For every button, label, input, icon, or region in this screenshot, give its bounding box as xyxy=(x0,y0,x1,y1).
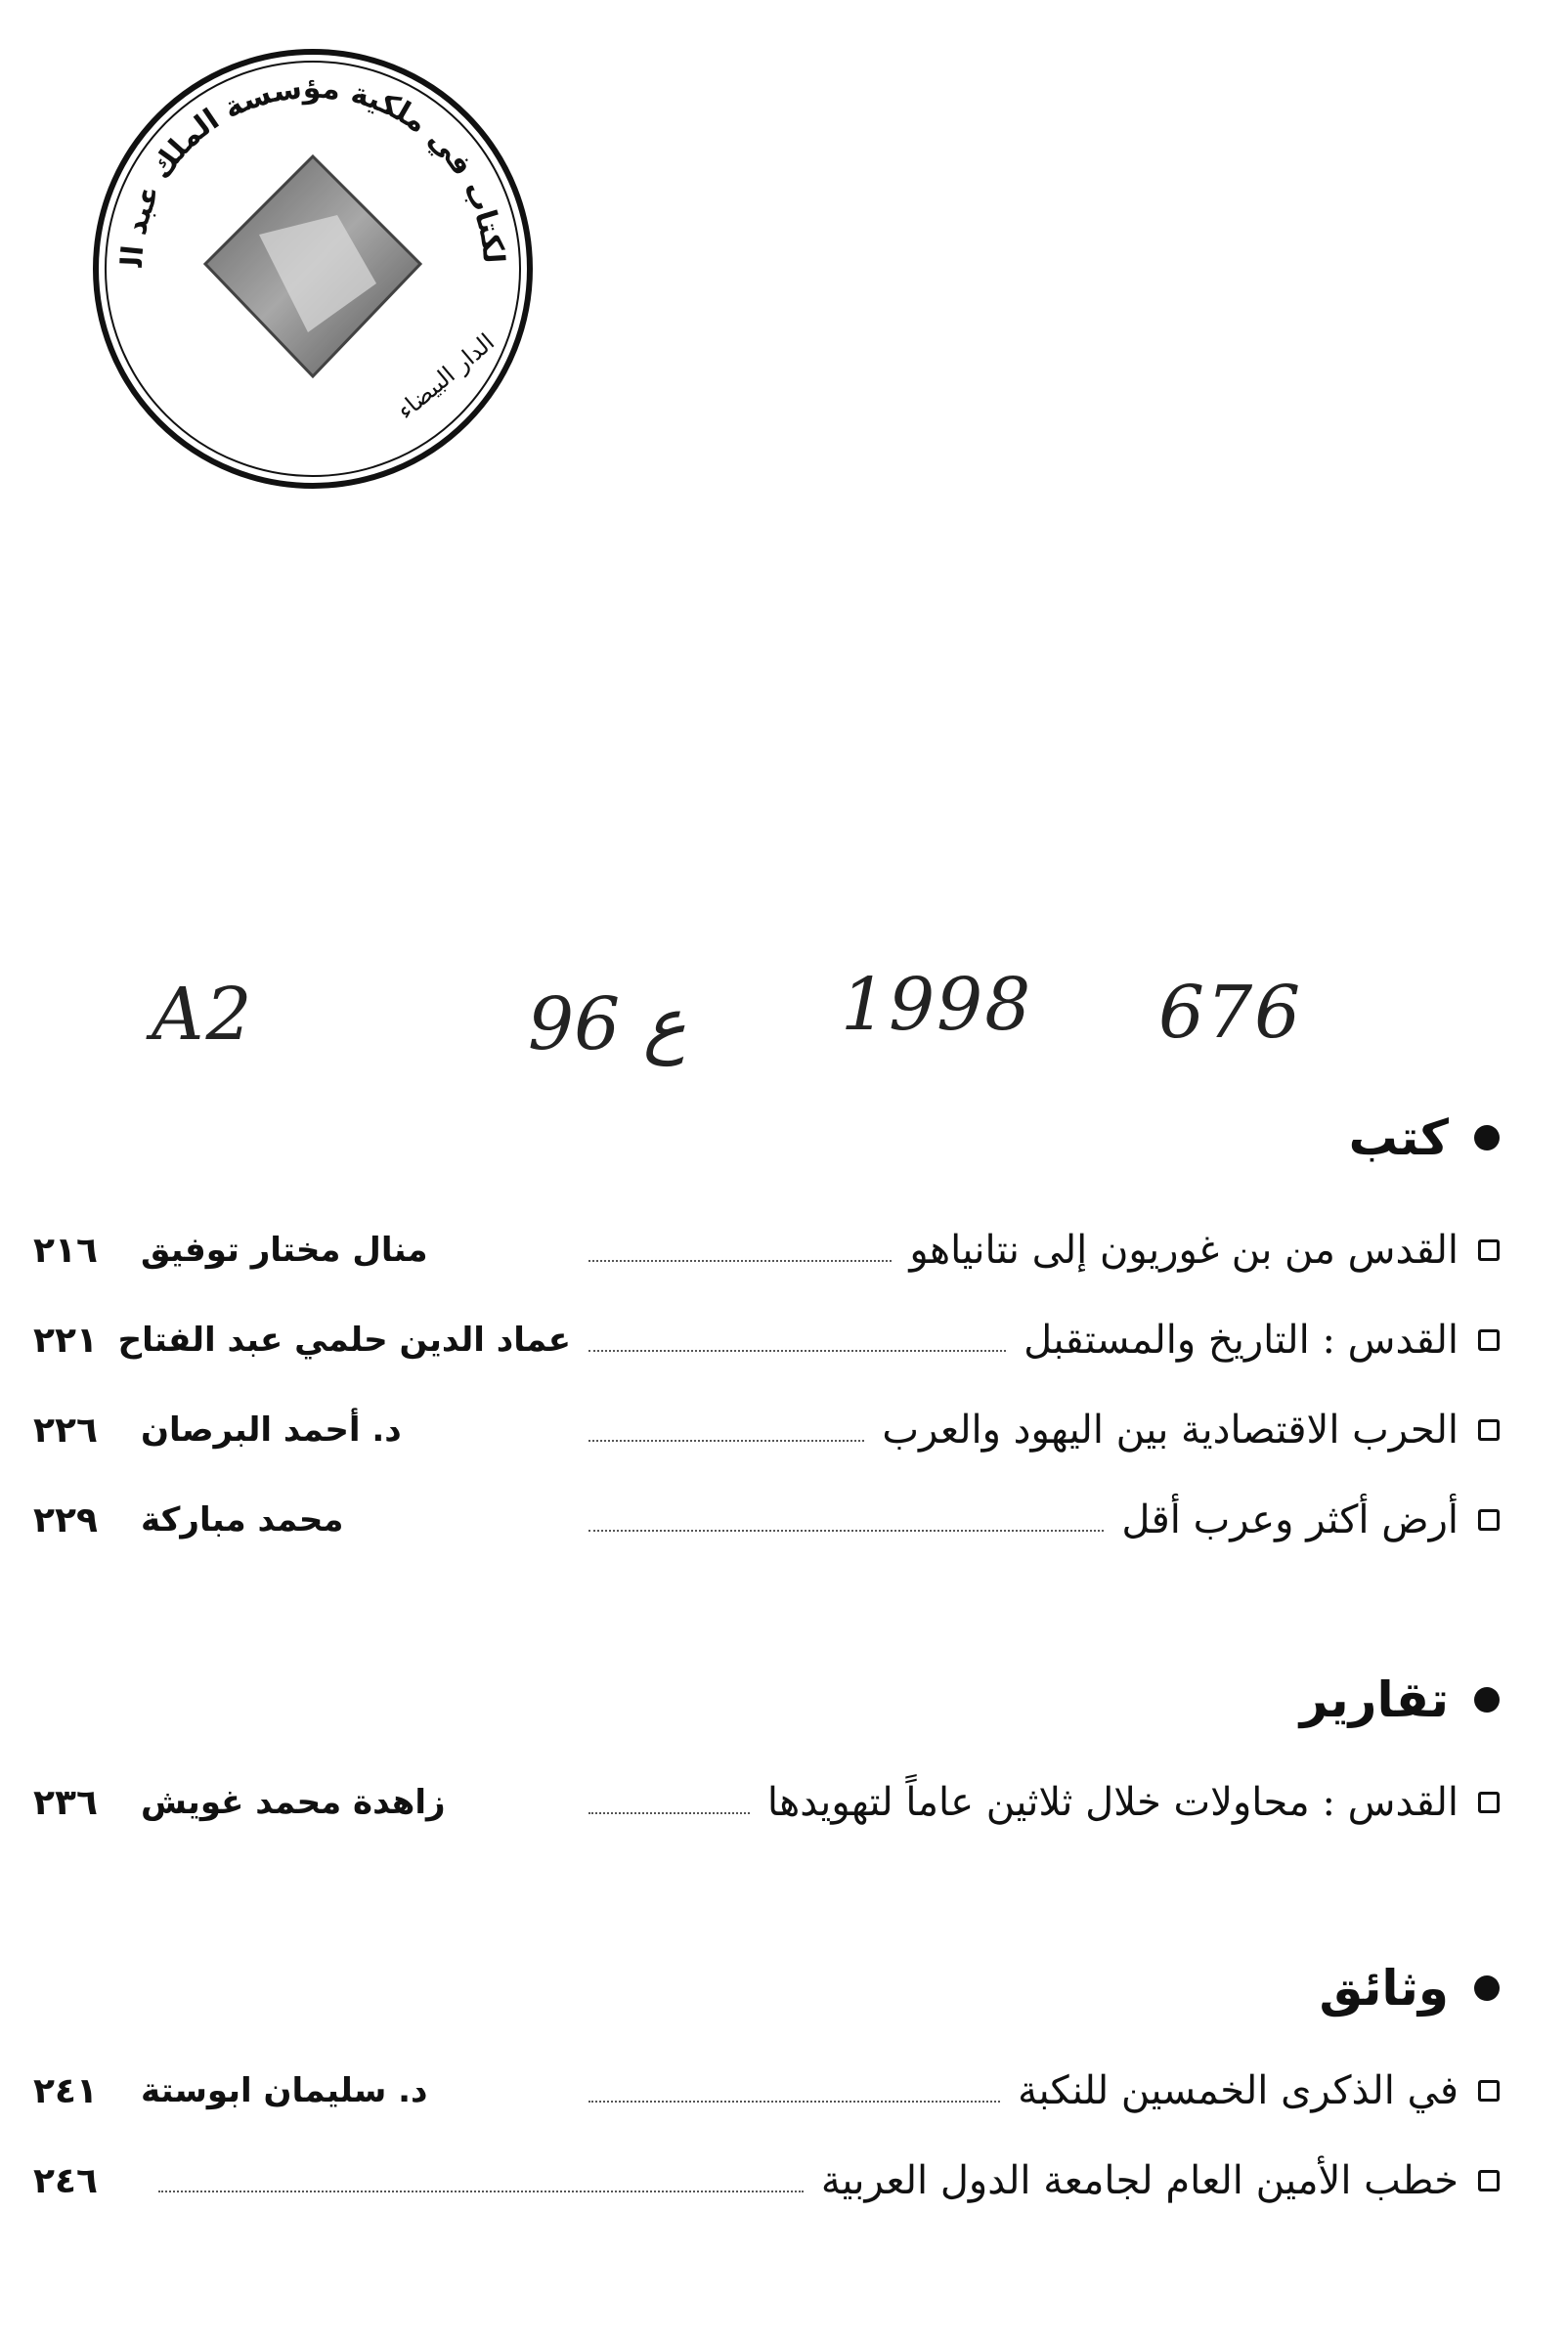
entry-title: أرض أكثر وعرب أقل xyxy=(1121,1497,1459,1542)
entry-author: د. سليمان ابوستة xyxy=(141,2071,428,2110)
dot-leader xyxy=(588,1328,1006,1352)
dot-leader xyxy=(158,2169,804,2192)
entry-page: ٢٢٦ xyxy=(33,1410,98,1451)
entry-page: ٢٣٦ xyxy=(33,1782,98,1823)
entry-page: ٢٤٦ xyxy=(33,2160,98,2201)
toc-entry xyxy=(33,1385,1500,1475)
stamp-seal-icon xyxy=(83,39,543,499)
stamp-outer-text: لكتاب في ملكية مؤسسة الملك عبد ال xyxy=(114,70,510,268)
dot-leader xyxy=(588,1508,1104,1532)
checkbox-icon xyxy=(1478,2080,1500,2102)
section-books xyxy=(33,1109,1500,1565)
section-heading xyxy=(33,1960,1500,2017)
checkbox-icon xyxy=(1478,1509,1500,1531)
checkbox-icon xyxy=(1478,1239,1500,1261)
entry-title: القدس : التاريخ والمستقبل xyxy=(1024,1318,1459,1363)
handwritten-note: 96 ع xyxy=(528,982,686,1066)
toc-entry xyxy=(33,1295,1500,1385)
toc-entry xyxy=(33,2046,1500,2136)
checkbox-icon xyxy=(1478,2170,1500,2191)
dot-leader xyxy=(588,1418,864,1442)
dot-leader xyxy=(588,2079,1000,2103)
entry-page: ٢٢٩ xyxy=(33,1499,98,1540)
bullet-icon xyxy=(1474,1125,1500,1150)
entry-page: ٢٤١ xyxy=(33,2070,98,2111)
section-title: وثائق xyxy=(1319,1960,1449,2017)
handwritten-note: A2 xyxy=(152,973,254,1057)
section-title: تقارير xyxy=(1299,1671,1449,1728)
entry-title: الحرب الاقتصادية بين اليهود والعرب xyxy=(882,1408,1459,1453)
entry-title: خطب الأمين العام لجامعة الدول العربية xyxy=(820,2158,1459,2203)
entry-author: منال مختار توفيق xyxy=(141,1231,428,1270)
handwritten-note: 676 xyxy=(1158,971,1303,1055)
handwritten-notes xyxy=(0,963,1568,1080)
section-reports xyxy=(33,1671,1500,1847)
toc-entry xyxy=(33,1475,1500,1565)
toc-entry xyxy=(33,1757,1500,1847)
stamp-inner-text: الدار البيضاء xyxy=(391,327,501,425)
bullet-icon xyxy=(1474,1975,1500,2001)
entry-author: زاهدة محمد غويش xyxy=(141,1783,446,1822)
section-heading xyxy=(33,1671,1500,1728)
checkbox-icon xyxy=(1478,1419,1500,1441)
section-heading xyxy=(33,1109,1500,1166)
entry-page: ٢٢١ xyxy=(33,1320,98,1361)
checkbox-icon xyxy=(1478,1792,1500,1813)
toc-entry xyxy=(33,1205,1500,1295)
entry-author: عماد الدين حلمي عبد الفتاح xyxy=(117,1321,571,1360)
handwritten-note: 1998 xyxy=(841,963,1033,1047)
entry-author: محمد مباركة xyxy=(141,1500,344,1540)
entry-page: ٢١٦ xyxy=(33,1230,98,1271)
entry-title: القدس : محاولات خلال ثلاثين عاماً لتهويدها xyxy=(766,1780,1459,1825)
bullet-icon xyxy=(1474,1687,1500,1713)
dot-leader xyxy=(588,1238,892,1262)
section-documents xyxy=(33,1960,1500,2226)
toc-entry xyxy=(33,2136,1500,2226)
dot-leader xyxy=(588,1791,750,1814)
library-stamp xyxy=(83,39,543,499)
entry-title: القدس من بن غوريون إلى نتانياهو xyxy=(909,1228,1459,1273)
entry-title: في الذكرى الخمسين للنكبة xyxy=(1018,2068,1459,2113)
entry-author: د. أحمد البرصان xyxy=(141,1410,402,1450)
checkbox-icon xyxy=(1478,1329,1500,1351)
section-title: كتب xyxy=(1348,1109,1449,1166)
